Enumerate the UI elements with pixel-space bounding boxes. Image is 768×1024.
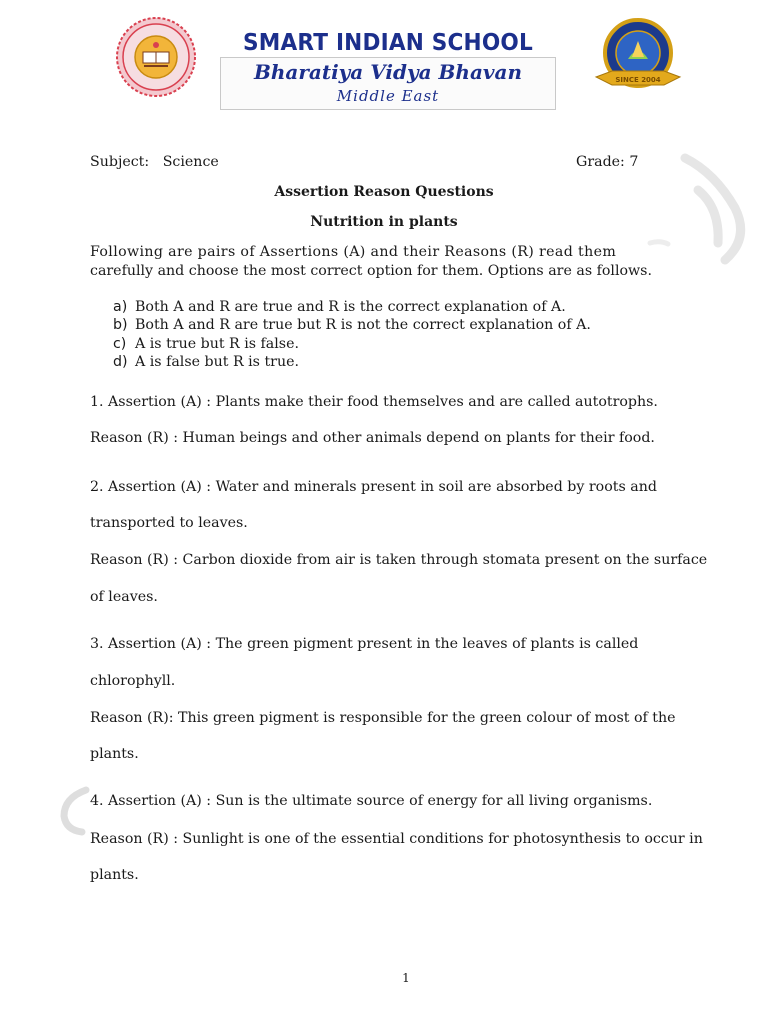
option-d	[113, 354, 299, 370]
question-3-assertion-continued: chlorophyll.	[90, 673, 176, 689]
banner-title: Bharatiya Vidya Bhavan	[253, 60, 523, 84]
question-2-reason: Reason (R) : Carbon dioxide from air is taken through stomata present on the surface	[90, 552, 708, 568]
instructions-line-2: carefully and choose the most correct option for them. Options are as follows.	[90, 263, 652, 279]
question-1-reason: Reason (R) : Human beings and other animals depend on plants for their food.	[90, 430, 655, 446]
question-3-assertion: 3. Assertion (A) : The green pigment present in the leaves of plants is called	[90, 636, 639, 652]
subject-label: Subject:	[90, 154, 150, 170]
school-emblem-right-logo	[590, 17, 686, 97]
instructions-line-1: Following are pairs of Assertions (A) and their Reasons (R) read them	[90, 244, 617, 260]
option-label: d)	[113, 354, 128, 370]
question-4-reason-continued: plants.	[90, 867, 139, 883]
option-b	[113, 317, 591, 333]
watermark-curve-top	[640, 148, 768, 278]
banner-subtitle: Middle East	[336, 87, 440, 105]
option-label: a)	[113, 299, 128, 315]
option-text: Both A and R are true and R is the correct explanation of A.	[135, 299, 566, 315]
question-2-assertion-continued: transported to leaves.	[90, 515, 248, 531]
question-2-assertion: 2. Assertion (A) : Water and minerals present in soil are absorbed by roots and	[90, 479, 657, 495]
question-1-assertion: 1. Assertion (A) : Plants make their food themselves and are called autotrophs.	[90, 394, 658, 410]
option-label: b)	[113, 317, 128, 333]
option-label: c)	[113, 336, 127, 352]
question-4-assertion: 4. Assertion (A) : Sun is the ultimate source of energy for all living organisms.	[90, 793, 653, 809]
grade-label: Grade: 7	[576, 154, 639, 170]
logo-banner-text: SINCE 2004	[615, 76, 661, 84]
school-name: SMART INDIAN SCHOOL	[243, 30, 533, 56]
page-number: 1	[402, 971, 410, 985]
worksheet-title: Assertion Reason Questions	[274, 184, 494, 200]
question-3-reason-continued: plants.	[90, 746, 139, 762]
school-banner	[220, 57, 556, 110]
question-3-reason: Reason (R): This green pigment is responsible for the green colour of most of the	[90, 710, 676, 726]
subject-value: Science	[162, 154, 219, 170]
school-emblem-left-logo	[116, 17, 196, 97]
subject-line	[90, 154, 219, 170]
question-2-reason-continued: of leaves.	[90, 589, 158, 605]
question-4-reason: Reason (R) : Sunlight is one of the essential conditions for photosynthesis to occur in	[90, 831, 703, 847]
option-c	[113, 336, 299, 352]
option-a	[113, 299, 566, 315]
option-text: A is false but R is true.	[135, 354, 299, 370]
chapter-title: Nutrition in plants	[310, 214, 458, 230]
option-text: Both A and R are true but R is not the correct explanation of A.	[135, 317, 591, 333]
option-text: A is true but R is false.	[135, 336, 299, 352]
